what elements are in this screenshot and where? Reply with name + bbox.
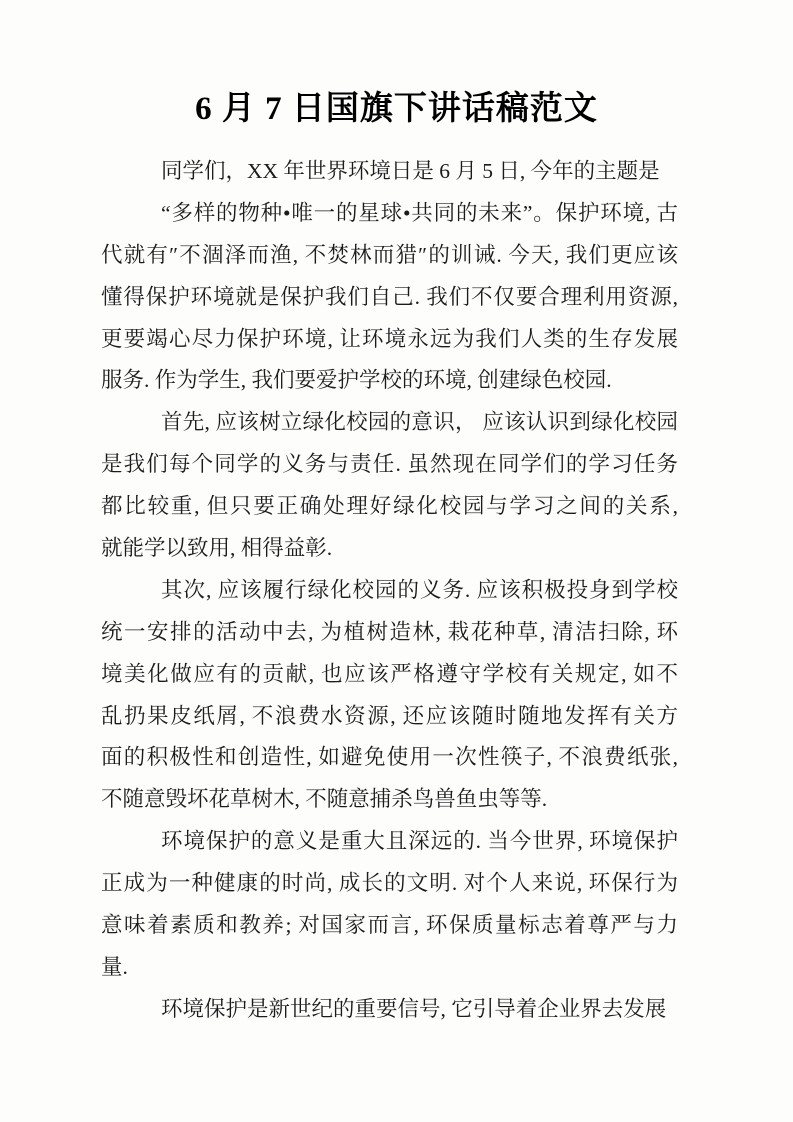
text-line: 环境保护是新世纪的重要信号, 它引导着企业界去发展 xyxy=(161,996,667,1021)
text-line: 不随意毁坏花草树木, 不随意捕杀鸟兽鱼虫等等. xyxy=(101,787,548,812)
paragraph xyxy=(101,193,678,402)
text-line: 其次, 应该履行绿化校园的义务. 应该积极投身到学校 xyxy=(161,577,678,602)
document-title: 6 月 7 日国旗下讲话稿范文 xyxy=(195,91,598,127)
paragraph xyxy=(101,151,678,193)
paragraph xyxy=(101,402,678,570)
text-line: 乱扔果皮纸屑, 不浪费水资源, 还应该随时随地发挥有关方 xyxy=(101,703,678,728)
text-line: 懂得保护环境就是保护我们自己. 我们不仅要合理利用资源, xyxy=(101,284,678,309)
text-line: 都比较重, 但只要正确处理好绿化校园与学习之间的关系, xyxy=(101,494,678,519)
text-line: 意味着素质和教养; 对国家而言, 环保质量标志着尊严与力 xyxy=(101,913,678,938)
text-line: 境美化做应有的贡献, 也应该严格遵守学校有关规定, 如不 xyxy=(101,661,678,686)
document-body xyxy=(101,151,678,1031)
text-line: 同学们，XX 年世界环境日是 6 月 5 日, 今年的主题是 xyxy=(161,159,660,183)
paragraph xyxy=(101,570,678,821)
paragraph xyxy=(101,821,678,989)
text-line: 面的积极性和创造性, 如避免使用一次性筷子, 不浪费纸张, xyxy=(101,745,678,770)
text-line: 服务. 作为学生, 我们要爱护学校的环境, 创建绿色校园. xyxy=(101,368,612,393)
text-line: 就能学以致用, 相得益彰. xyxy=(101,536,333,561)
text-line: 正成为一种健康的时尚, 成长的文明. 对个人来说, 环保行为 xyxy=(101,871,678,896)
text-line: “多样的物种•唯一的星球•共同的未来”。保护环境, 古 xyxy=(161,200,678,225)
text-line: 是我们每个同学的义务与责任. 虽然现在同学们的学习任务 xyxy=(101,452,678,477)
text-line: 更要竭心尽力保护环境, 让环境永远为我们人类的生存发展 xyxy=(101,326,678,351)
text-line: 量. xyxy=(101,954,128,979)
text-line: 代就有″不涸泽而渔, 不焚林而猎″的训诫. 今天, 我们更应该 xyxy=(101,242,678,267)
text-line: 环境保护的意义是重大且深远的. 当今世界, 环境保护 xyxy=(161,829,678,854)
text-line: 统一安排的活动中去, 为植树造林, 栽花种草, 清洁扫除, 环 xyxy=(101,619,678,644)
paragraph xyxy=(101,989,678,1031)
text-line: 首先, 应该树立绿化校园的意识， 应该认识到绿化校园 xyxy=(161,410,678,435)
